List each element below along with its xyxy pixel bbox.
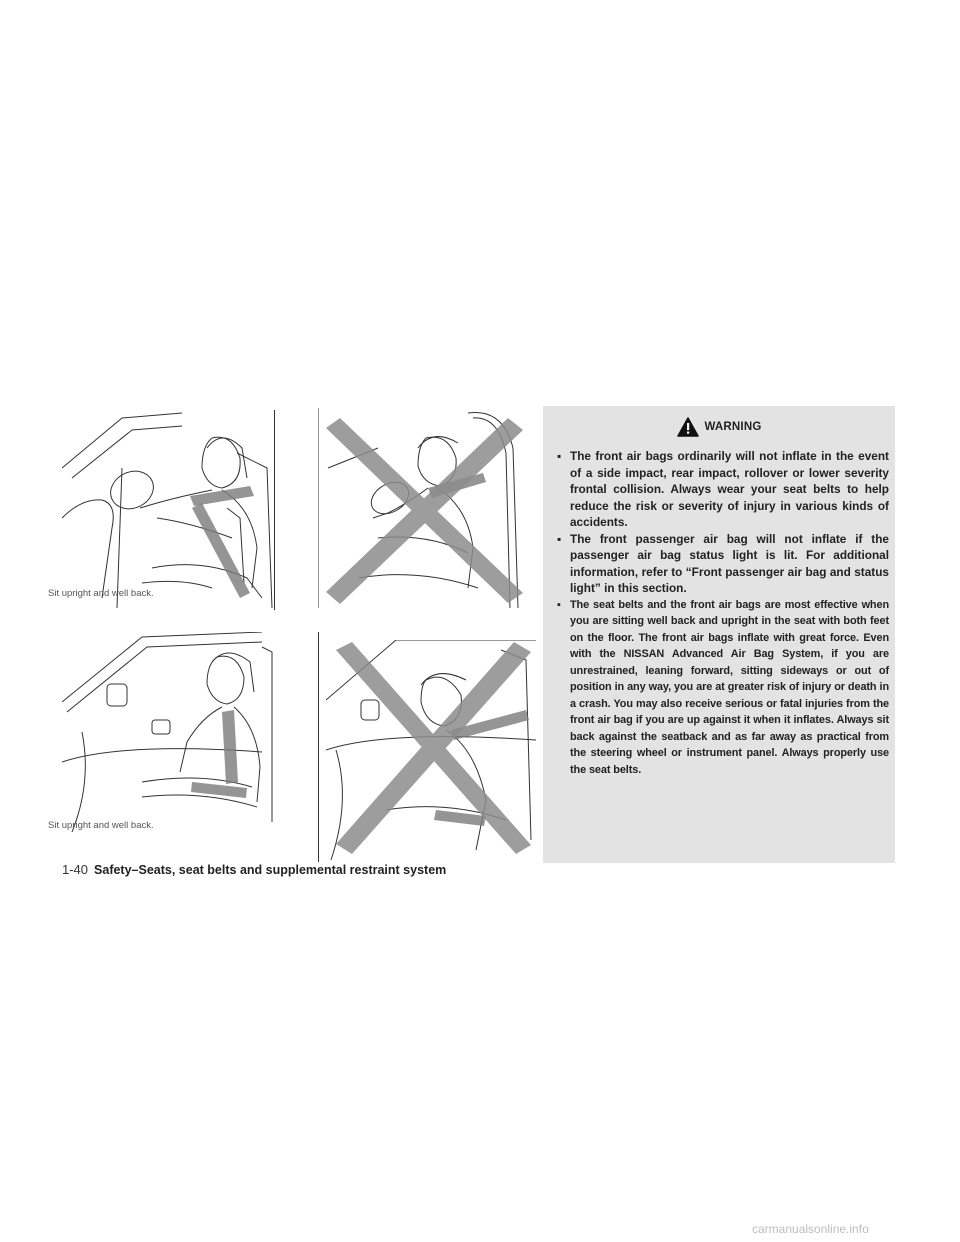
warning-box <box>543 406 895 863</box>
bullet-icon: ▪ <box>557 531 562 546</box>
crossed-out-mark <box>336 642 531 854</box>
figure-caption: Sit upright and well back. <box>48 588 154 599</box>
warning-item <box>555 531 889 597</box>
passenger-upright-drawing <box>62 632 274 832</box>
illustration-driver-upright <box>48 408 274 612</box>
figure-divider <box>274 410 275 610</box>
warning-item-text: The seat belts and the front air bags are most effective when you are sitting well back and upright in the seat with both feet on the floor. The front air bags inflate with great force. Even with the NISSAN Advanced Air Bag System, if you are unrestrained, leaning forward, sitting sideways or out of position in any way, you are at greater risk of injury or death in a crash. You may also receive serious or fatal injuries from the front air bag if you are up against it when it inflates. Always sit back against the seatback and as far away as practical from the steering wheel or instrument panel. Always properly use the seat belts. <box>570 598 889 776</box>
illustration-passenger-upright <box>48 632 274 832</box>
watermark: carmanualsonline.info <box>752 1222 869 1236</box>
warning-triangle-icon <box>677 417 699 437</box>
driver-upright-drawing <box>62 408 274 612</box>
bullet-icon: ▪ <box>557 449 562 463</box>
driver-leaning-drawing <box>318 408 530 612</box>
figure-caption: Sit upright and well back. <box>48 820 154 831</box>
warning-item-text: The front passenger air bag will not inflate if the passenger air bag status light is lit. For additional information, refer to “Front passenger air bag and status light” in this section. <box>570 531 889 595</box>
warning-title: WARNING <box>704 421 762 433</box>
illustration-passenger-leaning-crossed <box>326 640 538 862</box>
page-footer <box>62 862 446 882</box>
page-number: 1-40 <box>62 862 89 877</box>
figure-divider <box>318 632 319 862</box>
passenger-leaning-drawing <box>326 640 538 862</box>
warning-header <box>543 406 895 448</box>
bullet-icon: ▪ <box>557 598 561 611</box>
warning-list <box>555 448 889 778</box>
warning-item <box>555 597 889 779</box>
section-title: Safety–Seats, seat belts and supplemental restraint system <box>94 863 447 877</box>
illustration-driver-leaning-crossed <box>318 408 530 612</box>
warning-item <box>555 448 889 531</box>
warning-item-text: The front air bags ordinarily will not inflate in the event of a side impact, rear impact, rollover or lower severity frontal collision. Always wear your seat belts to help reduce the risk or severity of injury in various kinds of accidents. <box>570 449 889 529</box>
